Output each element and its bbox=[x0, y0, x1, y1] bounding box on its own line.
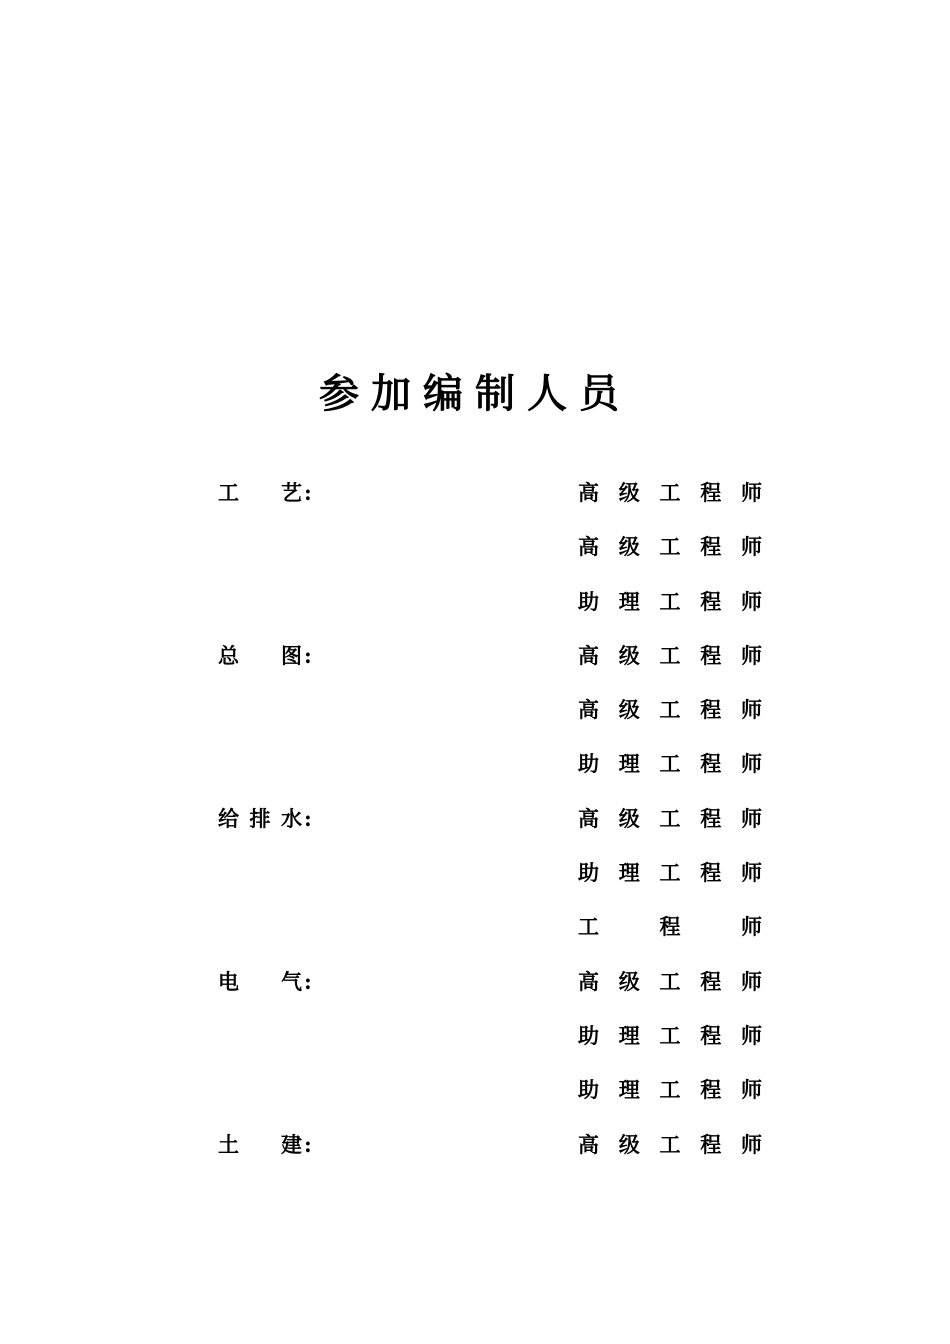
roster-row bbox=[0, 524, 950, 578]
glyph: 高 bbox=[578, 534, 599, 560]
job-title bbox=[578, 860, 762, 886]
glyph: 排 bbox=[249, 805, 271, 831]
glyph: 助 bbox=[578, 1077, 599, 1103]
job-title bbox=[578, 914, 762, 940]
roster-row bbox=[0, 633, 950, 687]
glyph: 高 bbox=[578, 968, 599, 994]
glyph: 师 bbox=[741, 534, 762, 560]
glyph: 工 bbox=[659, 1022, 681, 1048]
glyph: 工 bbox=[659, 1077, 681, 1103]
staff-roster bbox=[0, 470, 950, 1176]
department-label bbox=[218, 643, 318, 669]
glyph: 师 bbox=[741, 860, 762, 886]
glyph: 工 bbox=[659, 697, 681, 723]
job-title bbox=[578, 1132, 762, 1158]
job-title bbox=[578, 806, 762, 832]
glyph: 师 bbox=[741, 968, 762, 994]
glyph: 程 bbox=[700, 751, 722, 777]
glyph: 级 bbox=[618, 642, 640, 668]
department-name bbox=[218, 480, 302, 506]
glyph: 程 bbox=[700, 1022, 722, 1048]
glyph: 师 bbox=[741, 697, 762, 723]
job-title bbox=[578, 480, 762, 506]
roster-row bbox=[0, 741, 950, 795]
job-title bbox=[578, 534, 762, 560]
glyph: 师 bbox=[741, 1131, 762, 1157]
glyph: 师 bbox=[741, 1077, 762, 1103]
glyph: 建 bbox=[281, 1131, 302, 1157]
department-name bbox=[218, 969, 302, 995]
glyph: 工 bbox=[659, 588, 681, 614]
glyph: 工 bbox=[659, 968, 681, 994]
roster-row bbox=[0, 1067, 950, 1121]
roster-row bbox=[0, 796, 950, 850]
glyph: 级 bbox=[618, 805, 640, 831]
glyph: 理 bbox=[618, 1022, 640, 1048]
department-colon: : bbox=[304, 480, 312, 505]
glyph: 助 bbox=[578, 1022, 599, 1048]
department-name bbox=[218, 643, 302, 669]
department-label bbox=[218, 806, 318, 832]
glyph: 师 bbox=[741, 480, 762, 505]
glyph: 理 bbox=[618, 751, 640, 777]
glyph: 师 bbox=[741, 751, 762, 777]
glyph: 师 bbox=[741, 1022, 762, 1048]
glyph: 程 bbox=[700, 534, 722, 560]
glyph: 程 bbox=[700, 642, 722, 668]
department-label bbox=[218, 1132, 318, 1158]
glyph: 给 bbox=[218, 805, 239, 831]
glyph: 级 bbox=[618, 480, 640, 505]
glyph: 工 bbox=[659, 860, 681, 886]
glyph: 师 bbox=[741, 588, 762, 614]
glyph: 理 bbox=[618, 1077, 640, 1103]
job-title bbox=[578, 969, 762, 995]
glyph: 气 bbox=[281, 968, 302, 994]
glyph: 程 bbox=[700, 697, 722, 723]
glyph: 总 bbox=[218, 642, 239, 668]
job-title bbox=[578, 1077, 762, 1103]
glyph: 土 bbox=[218, 1131, 239, 1157]
department-colon: : bbox=[304, 1131, 312, 1157]
roster-row bbox=[0, 959, 950, 1013]
glyph: 工 bbox=[578, 914, 599, 940]
job-title bbox=[578, 643, 762, 669]
glyph: 工 bbox=[659, 534, 681, 560]
glyph: 工 bbox=[659, 642, 681, 668]
job-title bbox=[578, 697, 762, 723]
glyph: 工 bbox=[218, 480, 239, 505]
glyph: 程 bbox=[700, 968, 722, 994]
department-colon: : bbox=[304, 642, 312, 668]
glyph: 级 bbox=[618, 534, 640, 560]
roster-row bbox=[0, 904, 950, 958]
glyph: 工 bbox=[659, 805, 681, 831]
glyph: 助 bbox=[578, 860, 599, 886]
glyph: 高 bbox=[578, 642, 599, 668]
glyph: 艺 bbox=[281, 480, 302, 505]
roster-row bbox=[0, 850, 950, 904]
glyph: 高 bbox=[578, 480, 599, 505]
glyph: 级 bbox=[618, 1131, 640, 1157]
roster-row bbox=[0, 1122, 950, 1176]
glyph: 工 bbox=[659, 480, 681, 505]
glyph: 级 bbox=[618, 968, 640, 994]
glyph: 师 bbox=[741, 805, 762, 831]
glyph: 程 bbox=[700, 588, 722, 614]
roster-row bbox=[0, 687, 950, 741]
glyph: 图 bbox=[281, 642, 302, 668]
glyph: 程 bbox=[700, 480, 722, 505]
glyph: 程 bbox=[659, 914, 681, 940]
glyph: 程 bbox=[700, 805, 722, 831]
department-name bbox=[218, 1132, 302, 1158]
glyph: 工 bbox=[659, 751, 681, 777]
glyph: 高 bbox=[578, 1131, 599, 1157]
job-title bbox=[578, 589, 762, 615]
glyph: 程 bbox=[700, 860, 722, 886]
roster-row bbox=[0, 1013, 950, 1067]
glyph: 师 bbox=[741, 914, 762, 940]
department-label bbox=[218, 969, 318, 995]
glyph: 电 bbox=[218, 968, 239, 994]
department-name bbox=[218, 806, 302, 832]
glyph: 理 bbox=[618, 588, 640, 614]
glyph: 工 bbox=[659, 1131, 681, 1157]
job-title bbox=[578, 1023, 762, 1049]
department-colon: : bbox=[304, 805, 312, 831]
glyph: 级 bbox=[618, 697, 640, 723]
glyph: 水 bbox=[281, 805, 302, 831]
glyph: 高 bbox=[578, 697, 599, 723]
glyph: 师 bbox=[741, 642, 762, 668]
department-label bbox=[218, 480, 318, 506]
glyph: 助 bbox=[578, 751, 599, 777]
roster-row bbox=[0, 579, 950, 633]
glyph: 程 bbox=[700, 1131, 722, 1157]
glyph: 理 bbox=[618, 860, 640, 886]
job-title bbox=[578, 751, 762, 777]
department-colon: : bbox=[304, 968, 312, 994]
page-title: 参加编制人员 bbox=[319, 371, 631, 417]
glyph: 高 bbox=[578, 805, 599, 831]
roster-row bbox=[0, 470, 950, 524]
glyph: 助 bbox=[578, 588, 599, 614]
glyph: 程 bbox=[700, 1077, 722, 1103]
